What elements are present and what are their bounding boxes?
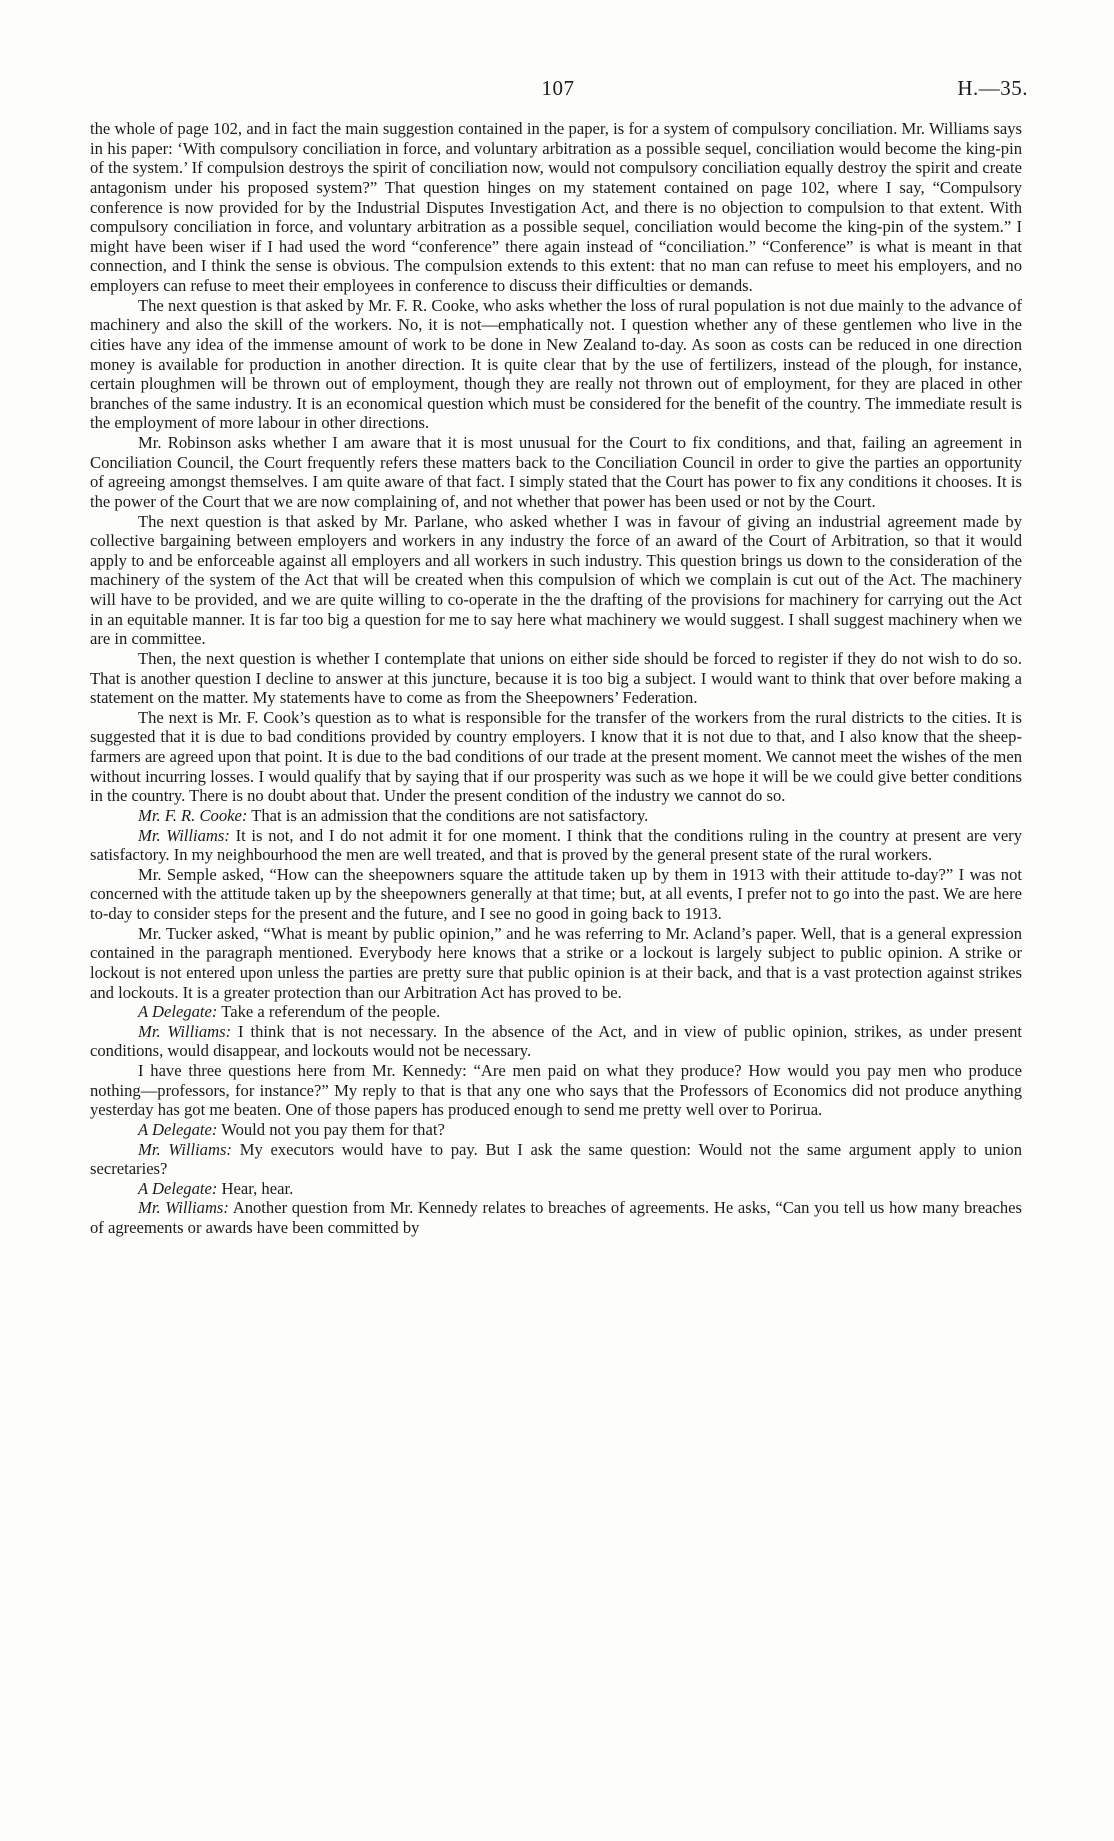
paragraph-text: Mr. Semple asked, “How can the sheepowners square the attitude taken up by them in 1913 with their attitude to-day?” I was not concerned with the attitude taken up by the sheepowners generally at that time; but, at all events, I prefer not to go into the past. We are here to-day to consider steps for the present and the future, and I see no good in going back to 1913. — [90, 864, 1022, 923]
body-text — [90, 119, 1022, 1238]
paragraph — [90, 1179, 1022, 1199]
paragraph — [90, 512, 1022, 649]
paragraph-text: Mr. Robinson asks whether I am aware that it is most unusual for the Court to fix conditions, and that, failing an agreement in Conciliation Council, the Court frequently refers these matters back to the Conciliation Council in order to give the parties an opportunity of agreeing amongst themselves. I am quite aware of that fact. I simply stated that the Court has power to fix any conditions it chooses. It is the power of the Court that we are now complaining of, and not whether that power has been used or not by the Court. — [90, 433, 1022, 511]
speaker-label: Mr. Williams: — [138, 1021, 232, 1041]
paragraph — [90, 708, 1022, 806]
paragraph — [90, 1140, 1022, 1179]
speaker-label: Mr. Williams: — [138, 1139, 232, 1159]
paragraph-text: The next is Mr. F. Cook’s question as to what is responsible for the transfer of the workers from the rural districts to the cities. It is suggested that it is due to bad conditions provided by country employers. I know that it is not due to that, and I also know that the sheep-farmers are agreed upon that point. It is due to the bad conditions of our trade at the present moment. We cannot meet the wishes of the men without incurring losses. I would qualify that by saying that if our prosperity was such as we hope it will be we could give better conditions in the country. There is no doubt about that. Under the present condition of the industry we cannot do so. — [90, 707, 1022, 806]
paragraph — [90, 806, 1022, 826]
paragraph-text: I think that is not necessary. In the absence of the Act, and in view of public opinion, strikes, as under present conditions, would disappear, and lockouts would not be necessary. — [90, 1021, 1022, 1061]
paragraph-text: Then, the next question is whether I contemplate that unions on either side should be forced to register if they do not wish to do so. That is another question I decline to answer at this juncture, because it is too big a subject. I would want to think that over before making a statement on the matter. My statements have to come as from the Sheepowners’ Federation. — [90, 648, 1022, 708]
paragraph — [90, 433, 1022, 512]
speaker-label: Mr. Williams: — [138, 825, 230, 845]
paragraph — [90, 296, 1022, 433]
page-header — [88, 76, 1028, 106]
paragraph-text: Would not you pay them for that? — [217, 1119, 445, 1139]
paragraph-text: I have three questions here from Mr. Kennedy: “Are men paid on what they produce? How would you pay men who produce nothing—professors, for instance?” My reply to that is that any one who says that the Professors of Economics did not produce anything yesterday has got me beaten. One of those papers has produced enough to send me pretty well over to Porirua. — [90, 1061, 1022, 1120]
paragraph-text: Hear, hear. — [217, 1178, 294, 1198]
paragraph — [90, 826, 1022, 865]
paragraph — [90, 1120, 1022, 1140]
paragraph-text: That is an admission that the conditions are not satisfactory. — [247, 805, 649, 825]
page-number: 107 — [541, 76, 575, 100]
paragraph — [90, 924, 1022, 1003]
paragraph — [90, 1198, 1022, 1237]
paragraph — [90, 865, 1022, 924]
paragraph-text: The next question is that asked by Mr. Parlane, who asked whether I was in favour of giving an industrial agreement made by collective bargaining between employers and workers in any industry the force of an award of the Court of Arbitration, so that it would apply to and be enforceable against all employers and all workers in such industry. This question brings us down to the consideration of the machinery of the system of the Act that will be created when this compulsion of which we complain is cut out of the Act. The machinery will have to be provided, and we are quite willing to co-operate in the the drafting of the provisions for machinery for carrying out the Act in an equitable manner. It is far too big a question for me to say here what machinery we would suggest. I shall suggest machinery when we are in committee. — [90, 511, 1022, 649]
speaker-label: Mr. Williams: — [138, 1198, 229, 1218]
speaker-label: A Delegate: — [138, 1119, 218, 1139]
paragraph-text: It is not, and I do not admit it for one moment. I think that the conditions ruling in the country at present are very satisfactory. In my neighbourhood the men are well treated, and that is proved by the general present state of the rural workers. — [90, 825, 1023, 865]
paragraph-text: the whole of page 102, and in fact the main suggestion contained in the paper, is for a system of compulsory conciliation. Mr. Williams says in his paper: ‘With compulsory conciliation in force, and voluntary arbitration as a possible sequel, conciliation would become the king-pin of the system.’ If compulsion destroys the spirit of conciliation now, would not compulsory conciliation equally destroy the spirit and create antagonism under his proposed system?” That question hinges on my statement contained on page 102, where I say, “Compulsory conference is now provided for by the Industrial Disputes Investigation Act, and there is no objection to compulsion to that extent. With compulsory conciliation in force, and voluntary arbitration as a possible sequel, conciliation would become the king-pin of the system.” I might have been wiser if I had used the word “conference” there again instead of “conciliation.” “Conference” is what is meant in that connection, and I think the sense is obvious. The compulsion extends to this extent: that no man can refuse to meet his employers, and no employers can refuse to meet their employees in conference to discuss their difficulties or demands. — [90, 119, 1022, 295]
speaker-label: A Delegate: — [138, 1178, 218, 1198]
paragraph-text: My executors would have to pay. But I ask the same question: Would not the same argument apply to union secretaries? — [90, 1139, 1022, 1179]
paragraph-text: Another question from Mr. Kennedy relates to breaches of agreements. He asks, “Can you tell us how many breaches of agreements or awards have been committed by — [90, 1198, 1022, 1237]
paragraph — [90, 1002, 1022, 1022]
paragraph — [90, 119, 1022, 296]
paragraph-text: The next question is that asked by Mr. F. R. Cooke, who asks whether the loss of rural population is not due mainly to the advance of machinery and also the skill of the workers. No, it is not—emphatically not. I question whether any of these gentlemen who live in the cities have any idea of the immense amount of work to be done in New Zealand to-day. As soon as costs can be reduced in one direction money is available for production in another direction. It is quite clear that by the use of fertilizers, instead of the plough, for instance, certain ploughmen will be thrown out of employment, though they are really not thrown out of employment, for they are placed in other branches of the same industry. It is an economical question which must be considered for the benefit of the country. The immediate result is the employment of more labour in other directions. — [90, 295, 1022, 433]
speaker-label: A Delegate: — [138, 1002, 218, 1022]
paragraph — [90, 1022, 1022, 1061]
paragraph-text: Mr. Tucker asked, “What is meant by public opinion,” and he was referring to Mr. Acland’s paper. Well, that is a general expression contained in the paragraph mentioned. Everybody here knows that a strike or a lockout is largely subject to public opinion. A strike or lockout is not entered upon unless the parties are pretty sure that public opinion is at their back, and that is a vast protection against strikes and lockouts. It is a greater protection than our Arbitration Act has proved to be. — [90, 923, 1022, 1002]
paragraph — [90, 649, 1022, 708]
document-reference: H.—35. — [957, 76, 1028, 100]
paragraph — [90, 1061, 1022, 1120]
speaker-label: Mr. F. R. Cooke: — [138, 805, 248, 825]
paragraph-text: Take a referendum of the people. — [217, 1002, 441, 1022]
